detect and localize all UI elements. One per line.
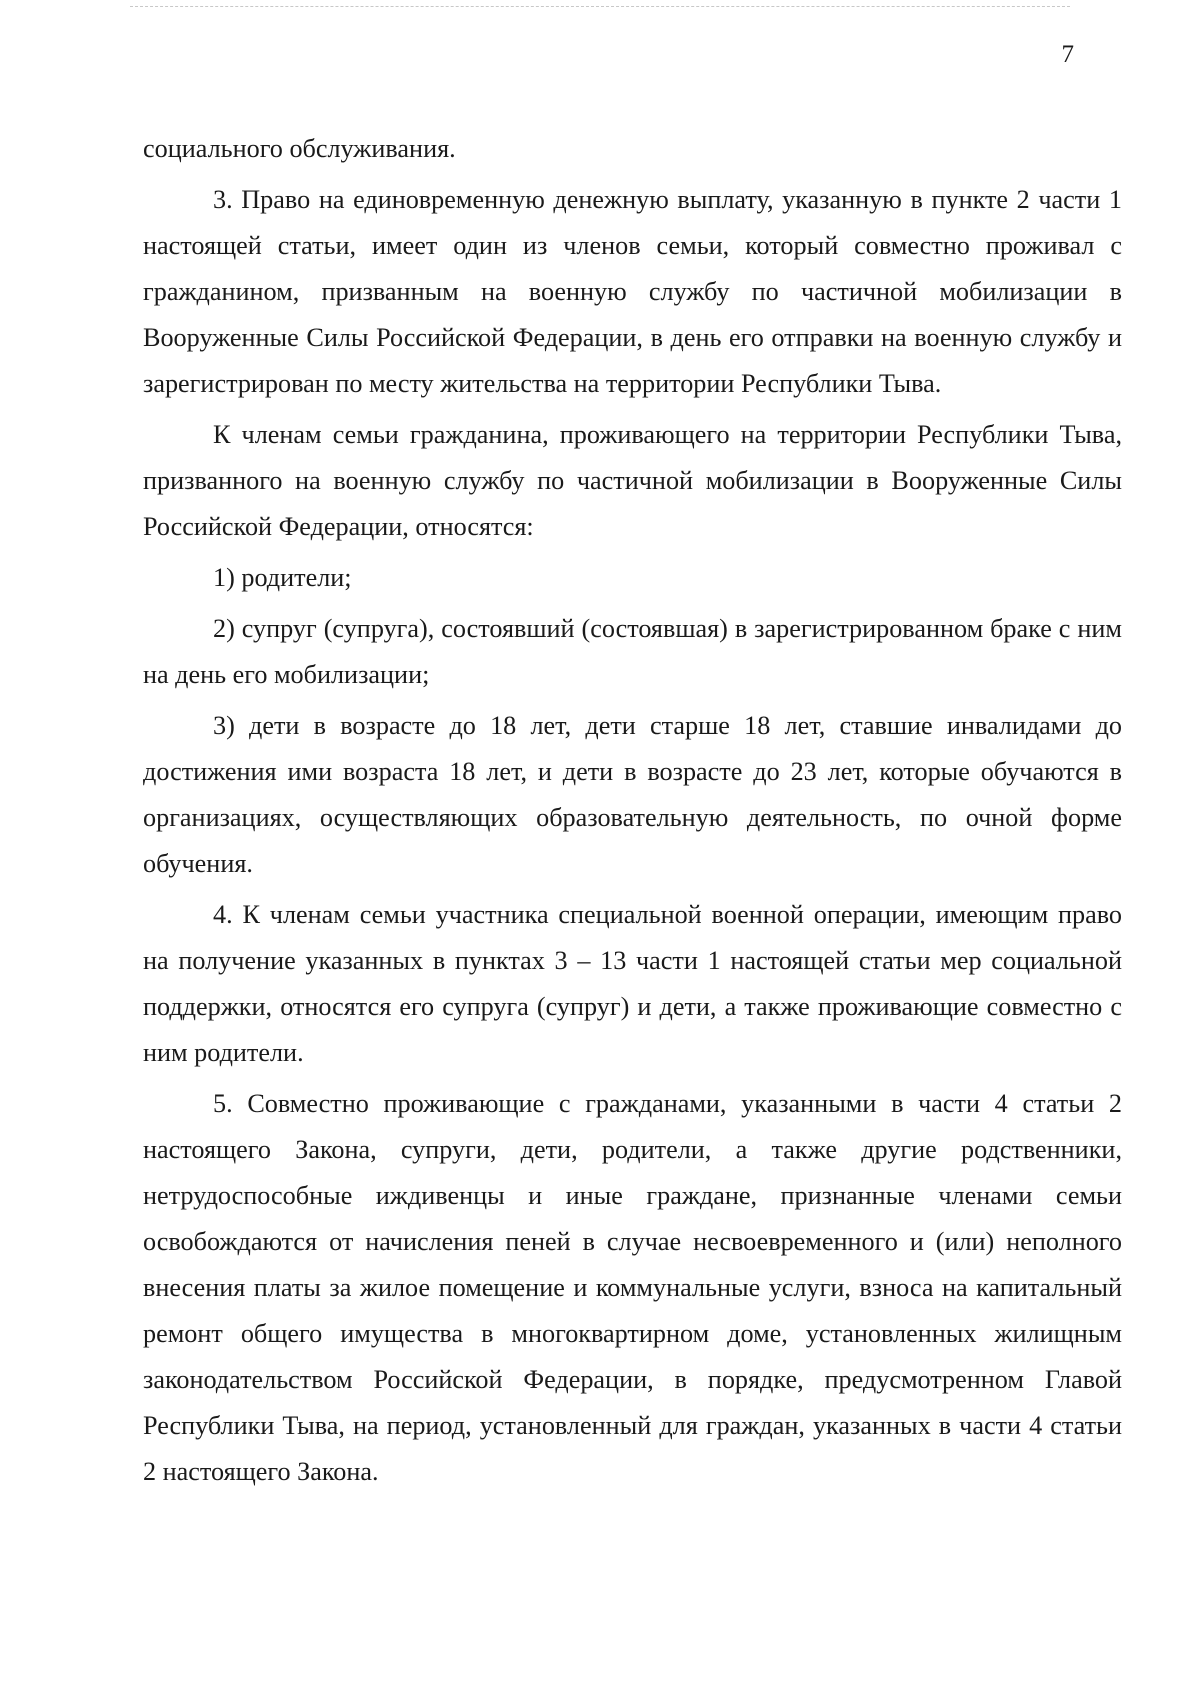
- paragraph-item-3: 3. Право на единовременную денежную выплату, указанную в пункте 2 части 1 настоящей статьи, имеет один из членов семьи, который совместно проживал с гражданином, призванным на военную службу по частичной мобилизации в Вооруженные Силы Российской Федерации, в день его отправки на военную службу и зарегистрирован по месту жительства на территории Республики Тыва.: [143, 185, 1122, 398]
- document-body: [143, 126, 1122, 1500]
- page-number: 7: [1061, 41, 1074, 68]
- list-item-parents: 1) родители;: [213, 563, 352, 592]
- paragraph-family-members: К членам семьи гражданина, проживающего на территории Республики Тыва, призванного на военную службу по частичной мобилизации в Вооруженные Силы Российской Федерации, относятся:: [143, 420, 1122, 541]
- scan-edge-line: [130, 6, 1070, 7]
- paragraph-item-5: 5. Совместно проживающие с гражданами, указанными в части 4 статьи 2 настоящего Закона, супруги, дети, родители, а также другие родственники, нетрудоспособные иждивенцы и иные граждане, признанные членами семьи освобождаются от начисления пеней в случае несвоевременного и (или) неполного внесения платы за жилое помещение и коммунальные услуги, взноса на капитальный ремонт общего имущества в многоквартирном доме, установленных жилищным законодательством Российской Федерации, в порядке, предусмотренном Главой Республики Тыва, на период, установленный для граждан, указанных в части 4 статьи 2 настоящего Закона.: [143, 1089, 1122, 1486]
- list-item-spouse: 2) супруг (супруга), состоявший (состоявшая) в зарегистрированном браке с ним на день его мобилизации;: [143, 614, 1122, 689]
- paragraph-item-4: 4. К членам семьи участника специальной военной операции, имеющим право на получение указанных в пунктах 3 – 13 части 1 настоящей статьи мер социальной поддержки, относятся его супруга (супруг) и дети, а также проживающие совместно с ним родители.: [143, 900, 1122, 1067]
- list-item-children: 3) дети в возрасте до 18 лет, дети старше 18 лет, ставшие инвалидами до достижения ими возраста 18 лет, и дети в возрасте до 23 лет, которые обучаются в организациях, осуществляющих образовательную деятельность, по очной форме обучения.: [143, 711, 1122, 878]
- paragraph-continuation: социального обслуживания.: [143, 134, 456, 163]
